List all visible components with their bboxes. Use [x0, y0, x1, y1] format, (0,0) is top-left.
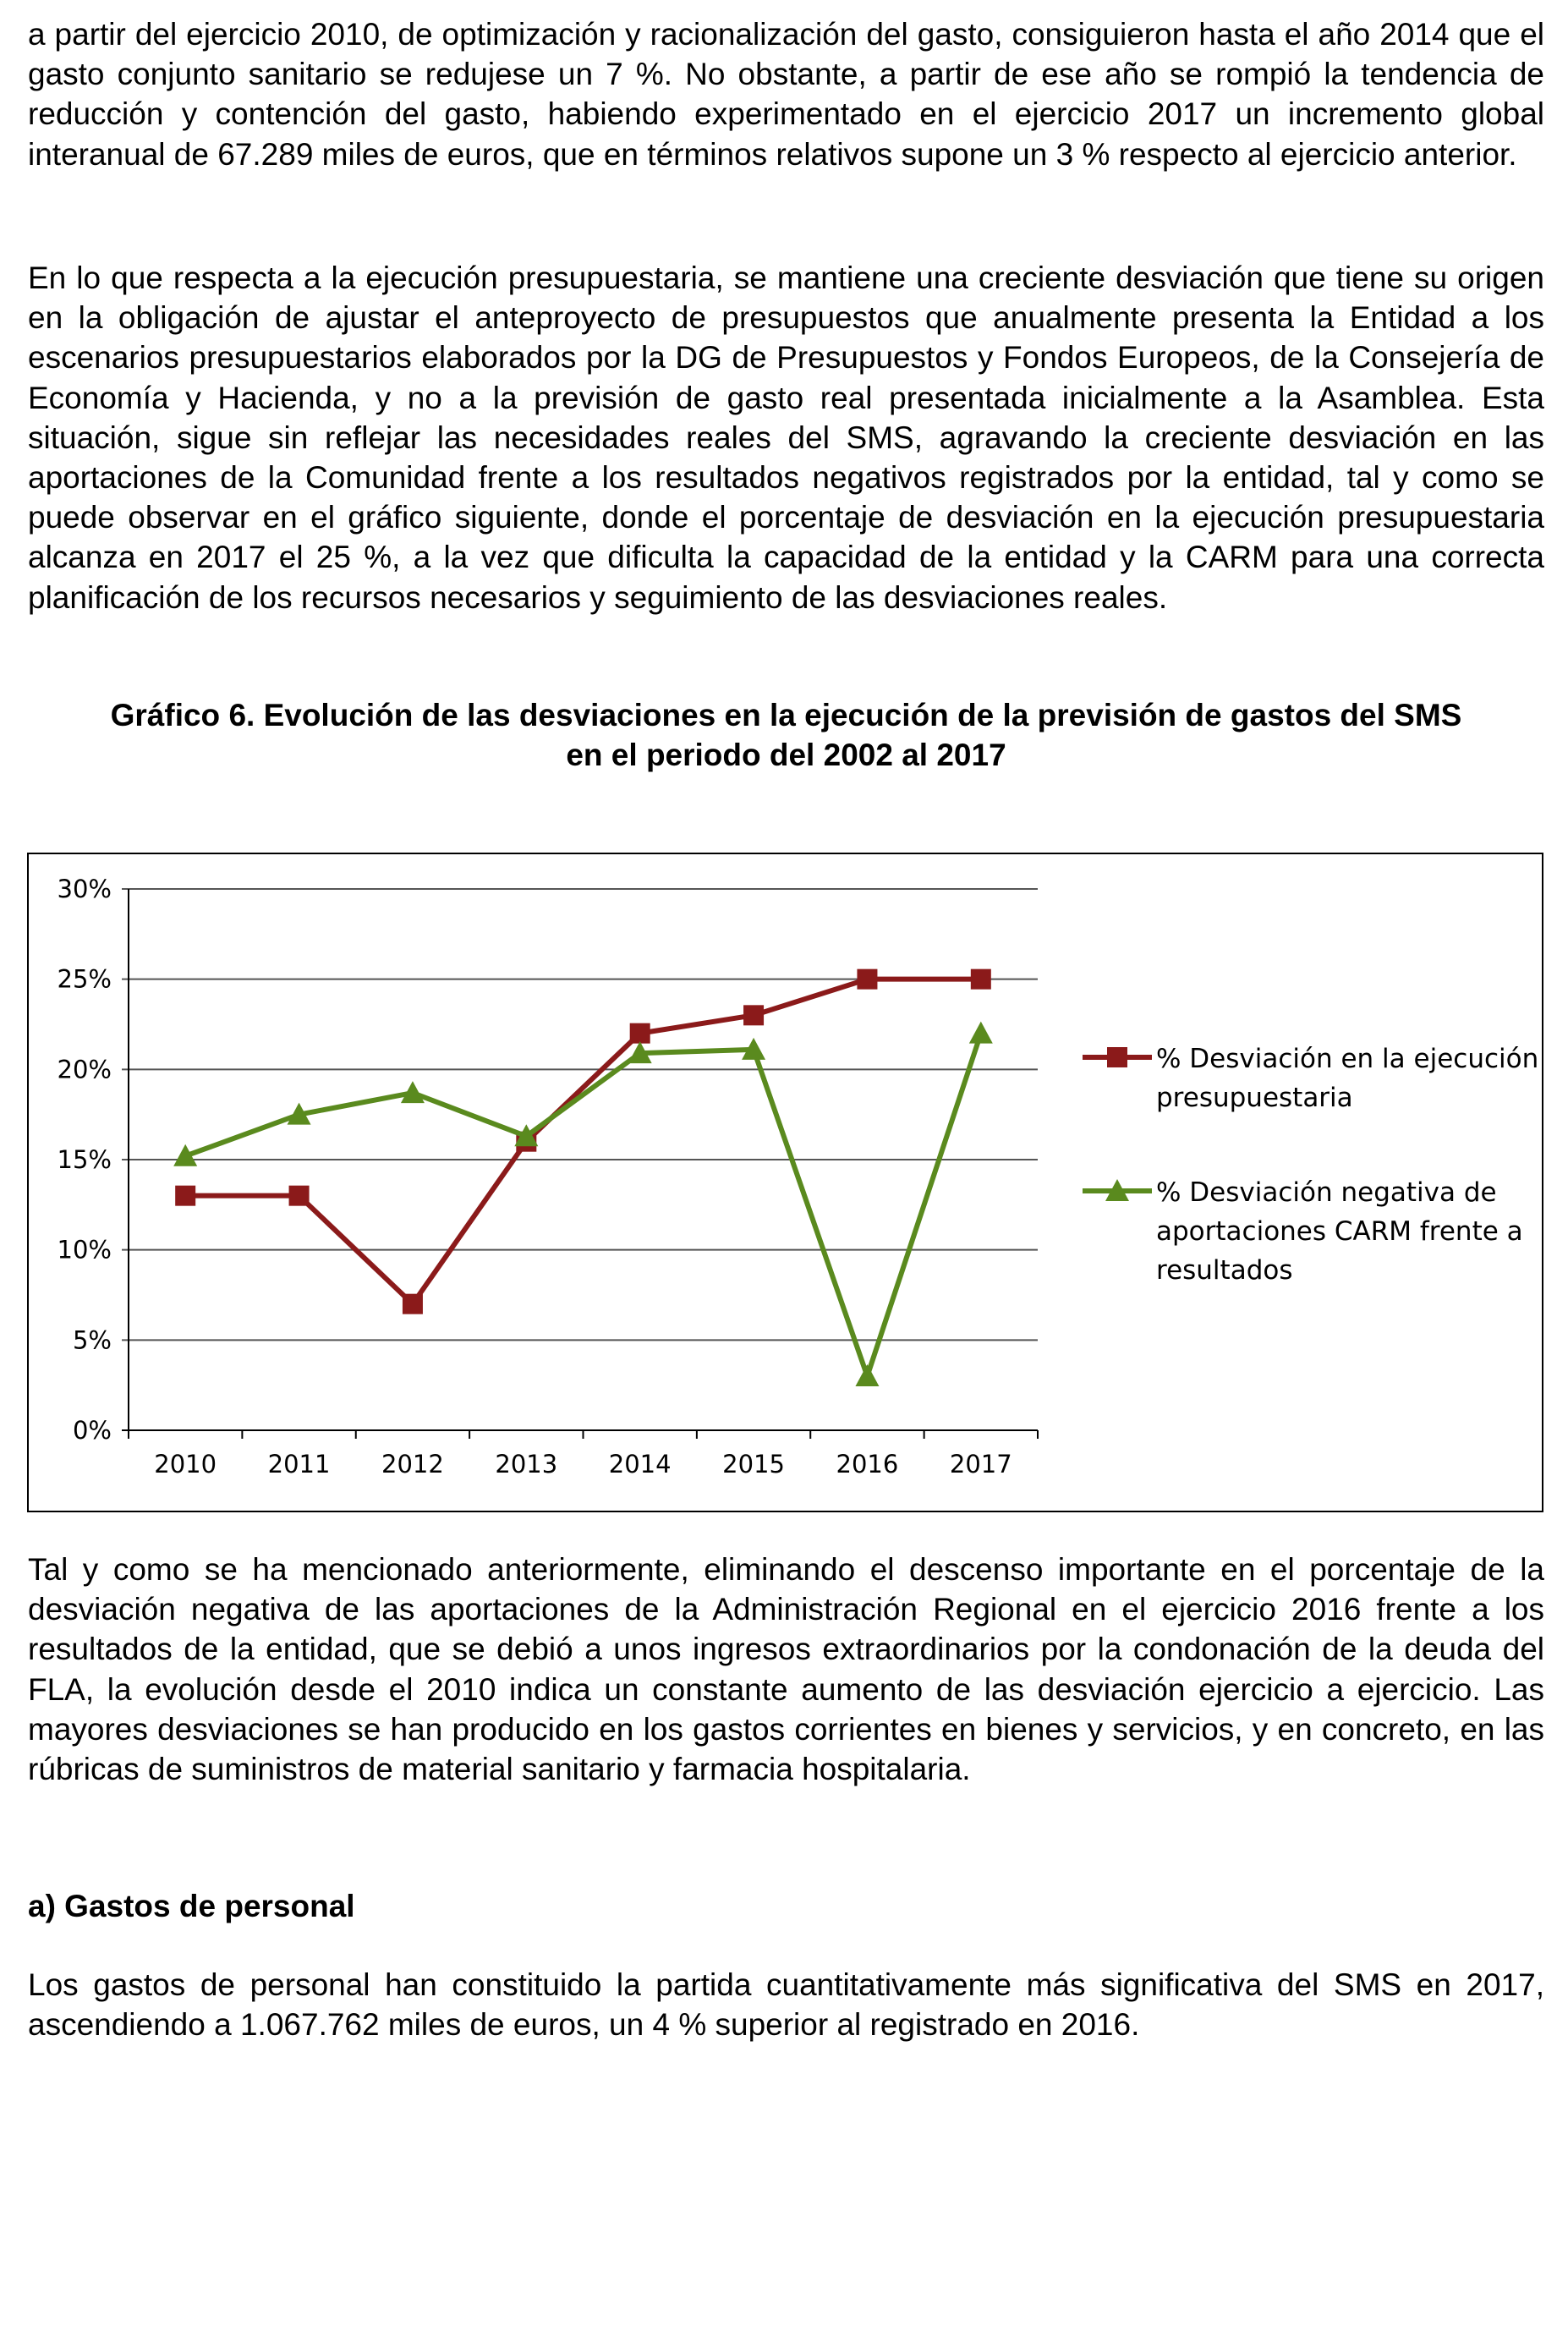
x-tick-label: 2016 — [836, 1450, 899, 1478]
y-tick-label: 5% — [72, 1325, 112, 1355]
paragraph-personnel-costs: Los gastos de personal han constituido la partida cuantitativamente más significativa del SMS en 2017, ascendiendo a 1.067.762 miles de euros, un 4 % superior al registrado en 2016. — [28, 1967, 1544, 2043]
x-tick-label: 2010 — [154, 1450, 217, 1478]
series-1-point — [175, 1186, 195, 1206]
y-tick-label: 10% — [57, 1235, 112, 1265]
series-1-point — [289, 1186, 310, 1206]
series-1-point — [403, 1294, 423, 1314]
series-1-point — [743, 1005, 764, 1025]
x-tick-label: 2011 — [267, 1450, 331, 1478]
caption-line-2: en el periodo del 2002 al 2017 — [566, 738, 1006, 772]
y-tick-label: 30% — [57, 875, 112, 903]
x-tick-label: 2015 — [722, 1450, 785, 1478]
line-chart — [27, 853, 1543, 1512]
x-tick-label: 2012 — [381, 1450, 444, 1478]
y-tick-label: 15% — [57, 1145, 112, 1174]
x-tick-label: 2017 — [949, 1450, 1012, 1478]
paragraph-evolution: Tal y como se ha mencionado anteriormente, eliminando el descenso importante en el porcentaje de la desviación negativa de las aportaciones de la Administración Regional en el ejercicio 2016 frente a los resultados de la entidad, que se debió a unos ingresos extraordinarios por la condonación de la deuda del FLA, la evolución desde el 2010 indica un constante aumento de las desviación ejercicio a ejercicio. Las mayores desviaciones se han producido en los gastos corrientes en bienes y servicios, y en concreto, en las rúbricas de suministros de material sanitario y farmacia hospitalaria. — [28, 1552, 1544, 1787]
caption-line-1: Gráfico 6. Evolución de las desviaciones en la ejecución de la previsión de gastos del SMS — [110, 698, 1462, 732]
x-tick-label: 2013 — [495, 1450, 558, 1478]
legend-label-1: presupuestaria — [1156, 1083, 1353, 1113]
section-heading: a) Gastos de personal — [28, 1889, 355, 1923]
legend-label-2: resultados — [1156, 1255, 1293, 1286]
paragraph-budget-execution: En lo que respecta a la ejecución presupuestaria, se mantiene una creciente desviación que tiene su origen en la obligación de ajustar el anteproyecto de presupuestos que anualmente presenta la Entidad a los escenarios presupuestarios elaborados por la DG de Presupuestos y Fondos Europeos, de la Consejería de Economía y Hacienda, y no a la previsión de gasto real presentada inicialmente a la Asamblea. Esta situación, sigue sin reflejar las necesidades reales del SMS, agravando la creciente desviación en las aportaciones de la Comunidad frente a los resultados negativos registrados por la entidad, tal y como se puede observar en el gráfico siguiente, donde el porcentaje de desviación en la ejecución presupuestaria alcanza en 2017 el 25 %, a la vez que dificulta la capacidad de la entidad y la CARM para una correcta planificación de los recursos necesarios y seguimiento de las desviaciones reales. — [28, 261, 1544, 615]
series-1-point — [971, 969, 991, 990]
legend-label-1: % Desviación en la ejecución — [1156, 1044, 1539, 1074]
legend-label-2: % Desviación negativa de — [1156, 1177, 1497, 1208]
figure-caption — [28, 695, 1544, 775]
paragraph-intro: a partir del ejercicio 2010, de optimización y racionalización del gasto, consiguieron hasta el año 2014 que el gasto conjunto sanitario se redujese un 7 %. No obstante, a partir de ese año se rompió la tendencia de reducción y contención del gasto, habiendo experimentado en el ejercicio 2017 un incremento global interanual de 67.289 miles de euros, que en términos relativos supone un 3 % respecto al ejercicio anterior. — [28, 17, 1544, 172]
series-1-point — [630, 1023, 650, 1044]
series-1-point — [857, 969, 877, 990]
x-tick-label: 2014 — [608, 1450, 672, 1478]
y-tick-label: 0% — [72, 1416, 112, 1445]
y-tick-label: 20% — [57, 1055, 112, 1084]
legend-marker-1 — [1107, 1047, 1127, 1067]
chart-container — [27, 853, 1543, 1512]
legend-label-2: aportaciones CARM frente a — [1156, 1216, 1523, 1247]
y-tick-label: 25% — [57, 964, 112, 994]
